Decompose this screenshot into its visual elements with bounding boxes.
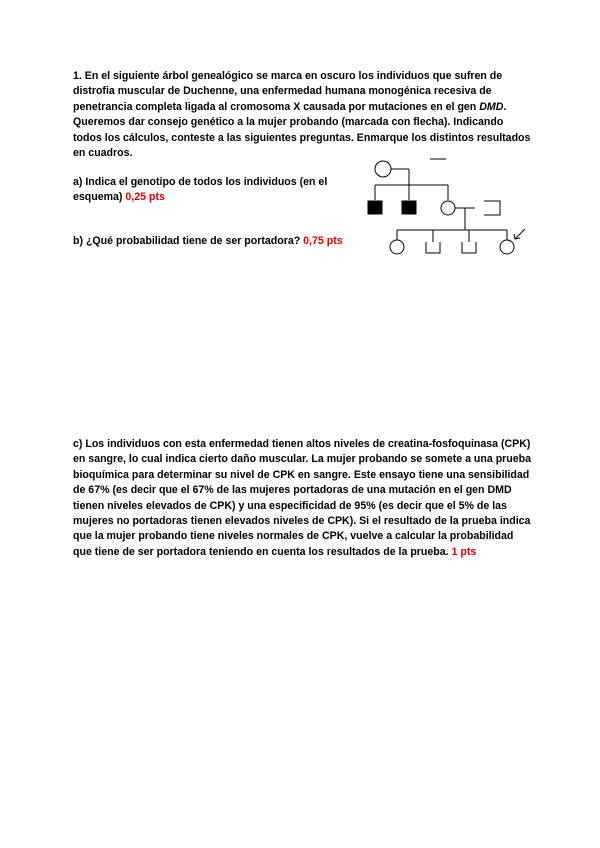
question-1-intro — [73, 69, 533, 161]
proband-arrow-icon — [515, 229, 525, 239]
part-a-text: a) Indica el genotipo de todos los individuos (en el esquema) — [73, 176, 328, 204]
gen3-female — [390, 240, 404, 254]
part-b-text: b) ¿Qué probabilidad tiene de ser portadora? — [73, 235, 304, 247]
part-c-points: 1 pts — [451, 545, 477, 558]
gen2-affected-male — [402, 201, 416, 214]
question-text-end: . Queremos dar consejo genético a la mujer probando (marcada con flecha). Indicando todos los cálculos, conteste a las siguientes preguntas. Enmarque los distintos resultados en cuadros. — [73, 100, 531, 160]
part-b-points: 0,75 pts — [303, 235, 343, 247]
question-part-b — [73, 234, 373, 249]
question-number: 1. — [73, 70, 82, 82]
question-text: En el siguiente árbol genealógico se marca en oscuro los individuos que sufren de distrofia muscular de Duchenne, una enfermedad humana monogénica recesiva de penetrancia completa ligada al cromosoma X causada por mutaciones en el gen — [73, 70, 503, 113]
gene-name: DMD — [479, 100, 504, 113]
gen3-male-partial-square — [426, 242, 440, 253]
question-part-c — [73, 437, 533, 560]
gen3-male-partial-square — [462, 242, 476, 253]
question-part-a — [73, 175, 358, 206]
proband-female — [500, 240, 514, 254]
part-c-text: c) Los individuos con esta enfermedad tienen altos niveles de creatina-fosfoquinasa (CPK) en sangre, lo cual indica cierto daño muscular. La mujer probando se somete a una prueba bioquímica para determinar su nivel de CPK en sangre. Este ensayo tiene una sensibilidad de 67% (es decir que el 67% de las mujeres portadoras de una mutación en el gen DMD tienen niveles elevados de CPK) y una especificidad de 95% (es decir que el 5% de las mujeres no portadoras tienen elevados niveles de CPK). Si el resultado de la prueba indica que la mujer probando tiene niveles normales de CPK, vuelve a calcular la probabilidad que tiene de ser portadora teniendo en cuenta los resultados de la prueba. — [73, 438, 532, 558]
pedigree-diagram — [360, 155, 535, 263]
part-a-points: 0,25 pts — [125, 191, 165, 204]
gen2-female — [441, 201, 455, 215]
gen1-female — [375, 161, 391, 177]
gen2-male-partial-square — [484, 201, 500, 215]
gen2-affected-male — [368, 201, 382, 214]
